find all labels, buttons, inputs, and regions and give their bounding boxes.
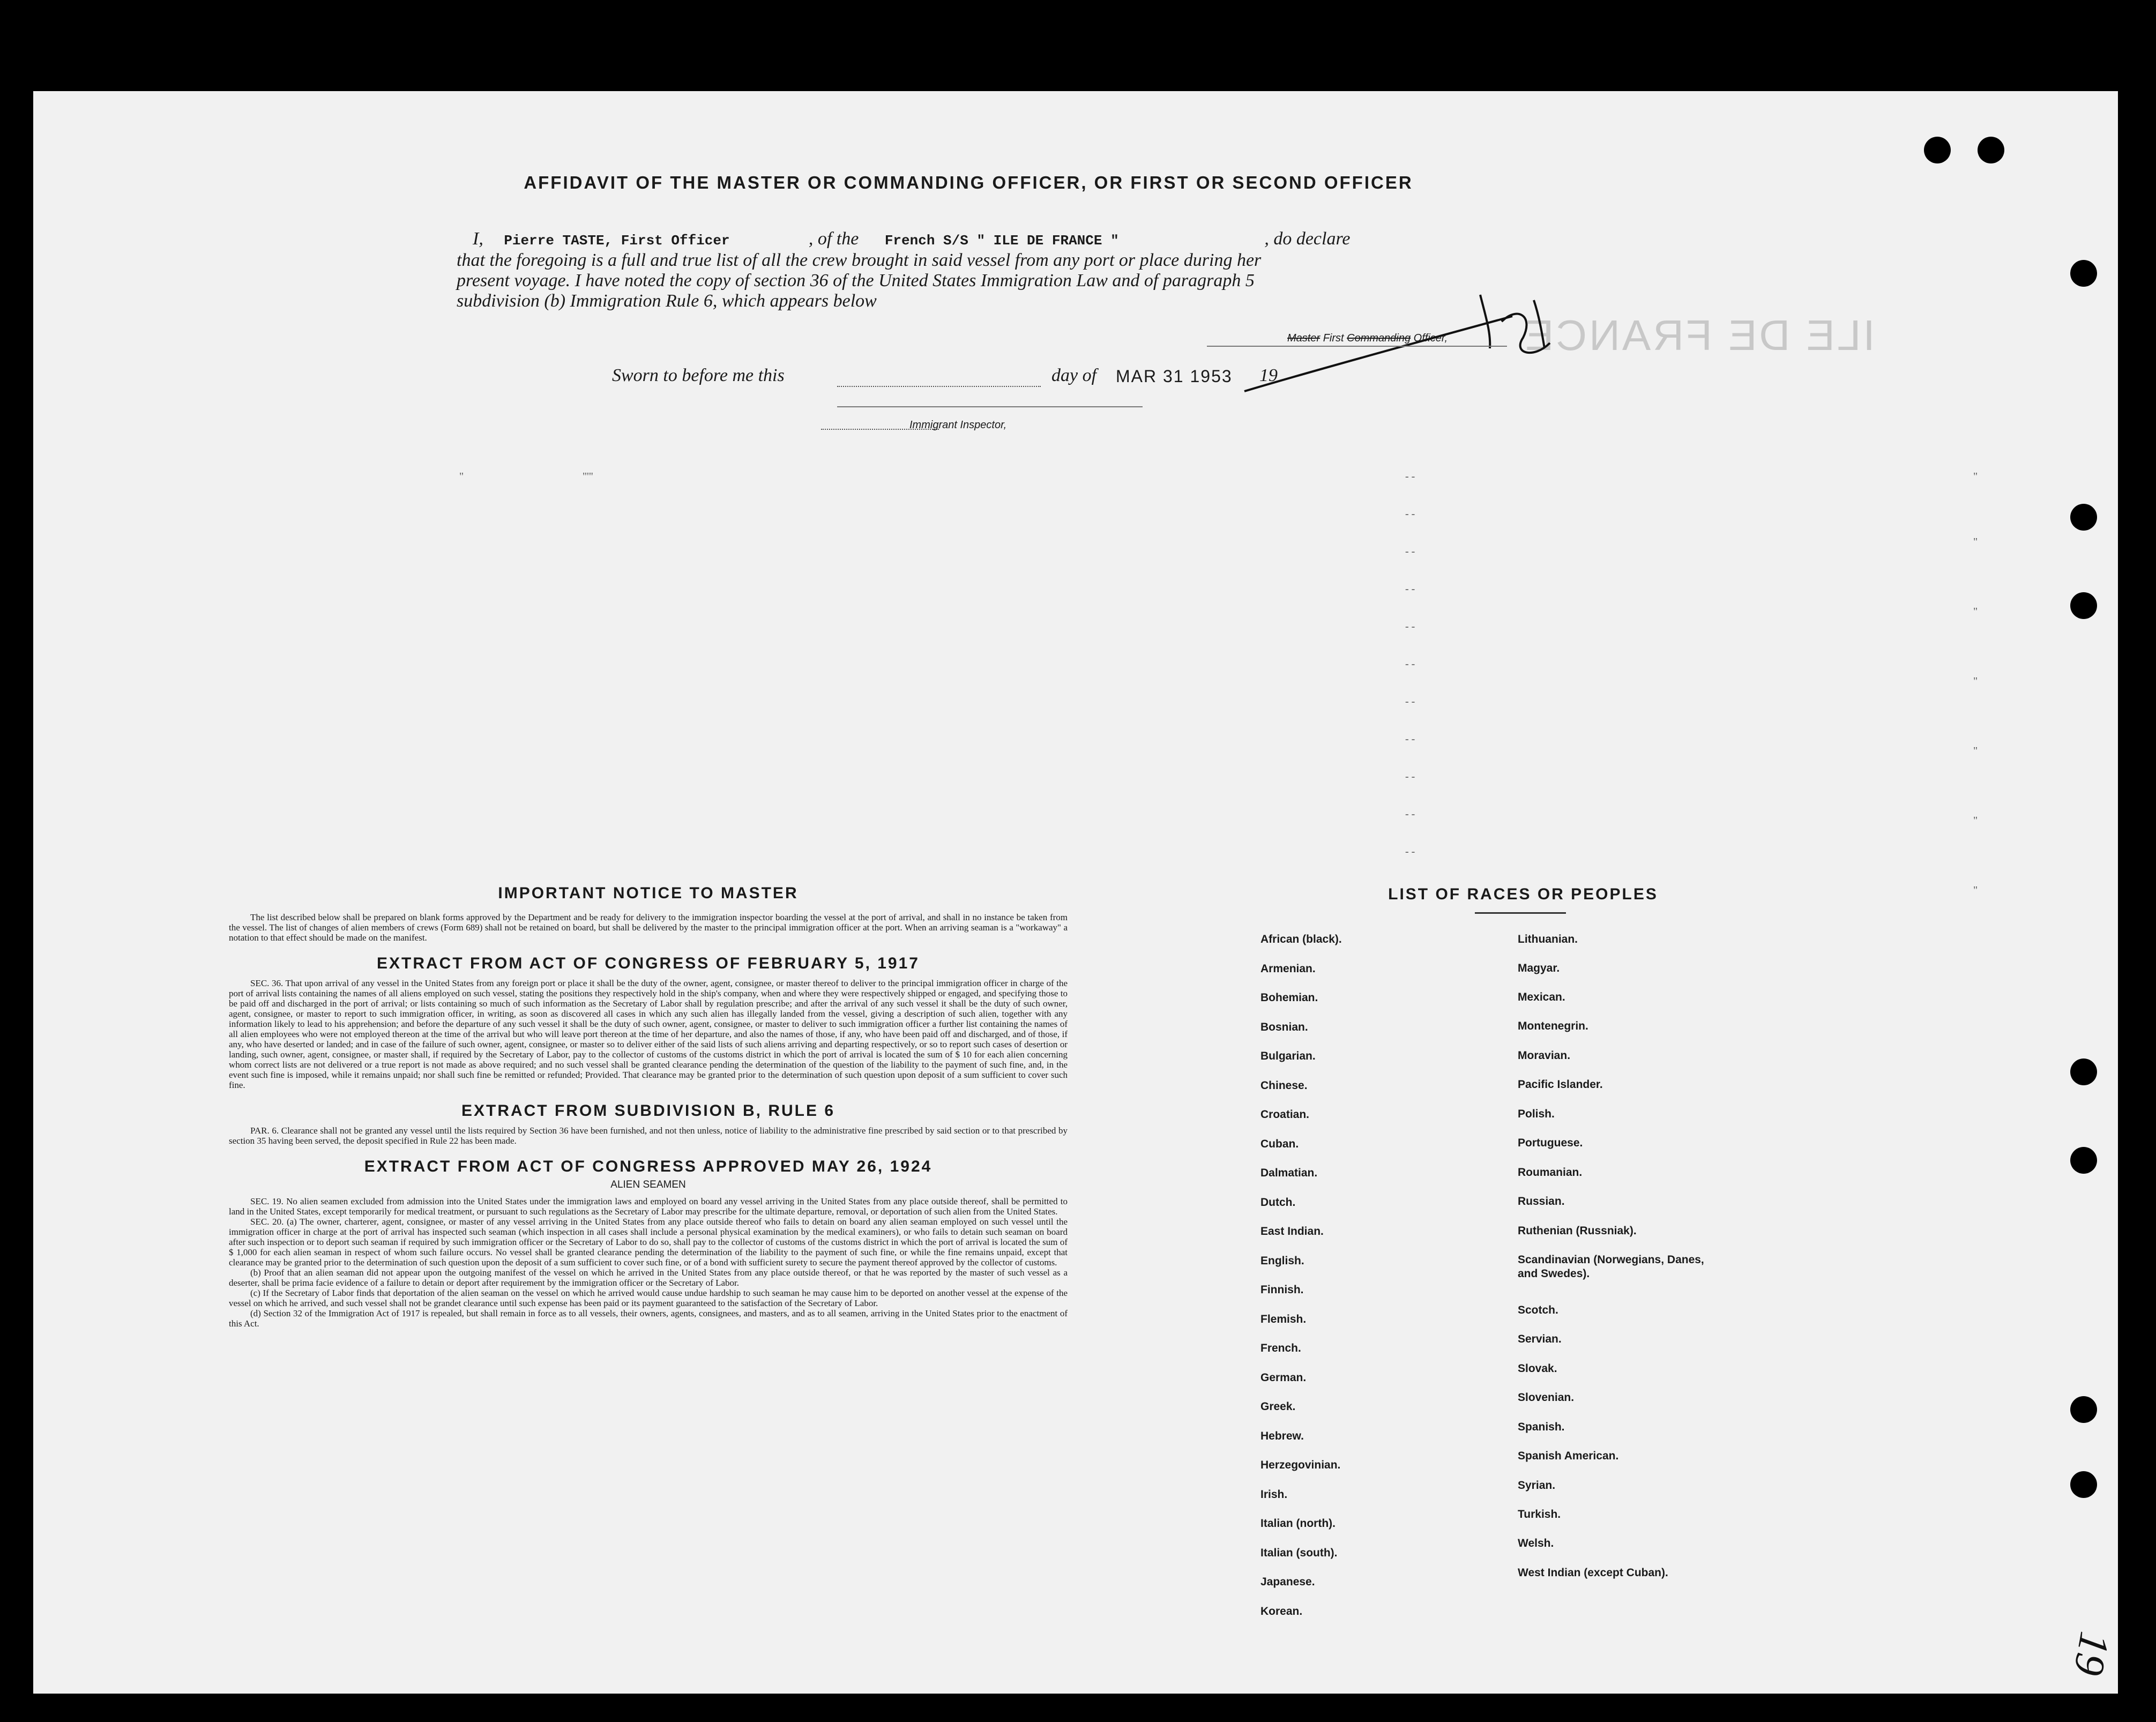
race-left-item: Irish. <box>1260 1488 1288 1501</box>
ditto-mark: - - <box>1405 583 1415 595</box>
ditto-mark: - - <box>1405 808 1415 820</box>
officer-name-field: Pierre TASTE, First Officer <box>504 233 730 249</box>
race-right-item: Welsh. <box>1518 1537 1554 1549</box>
signature-line <box>1207 346 1507 347</box>
sec20a-body: SEC. 20. (a) The owner, charterer, agent, consignee, or master of any vessel arriving in the United States from any place outside thereof who fails to detain on board any alien seaman employed on such vessel until the immigration officer in charge at the port of arrival has inspected such seaman (which inspection in all cases shall include a personal physical examination by the medical examiners), or who fails to detain such seaman on board after such inspection or to deport such seaman if required by such immigration officer or the Secretary of Labor to do so, shall pay to the collector of customs of the customs district in which the port of arrival is located the sum of $ 1,000 for each alien seaman in respect of whom such failure occurs. No vessel shall be granted clearance pending the determination of the liability to the payment of such fine, or while the fine remains unpaid, except that clearance may be granted prior to the determination of such question upon the deposit of a sum sufficient to cover such fine, or of a bond with sufficient surety to secure the payment thereof approved by the collector of customs. <box>229 1217 1068 1268</box>
ditto-mark: " <box>459 471 464 482</box>
notice-heading: IMPORTANT NOTICE TO MASTER <box>498 884 799 902</box>
ditto-mark: - - <box>1405 771 1415 782</box>
punch-hole <box>2070 1058 2097 1085</box>
sec19-body: SEC. 19. No alien seamen excluded from admission into the United States under the immigration laws and employed on board any vessel arriving in the United States from any place outside thereof, shall be permitted to land in the United States, except temporarily for medical treatment, or pursuant to such regulations as the Secretary of Labor may prescribe for the ultimate departure, removal, or deportation of such alien from the United States. <box>229 1196 1068 1217</box>
vessel-name-field: French S/S " ILE DE FRANCE " <box>884 233 1119 249</box>
race-left-item: Japanese. <box>1260 1576 1315 1588</box>
punch-hole <box>2070 1471 2097 1498</box>
ditto-mark: - - <box>1405 696 1415 707</box>
ditto-mark: " <box>1973 536 1978 548</box>
race-right-item: Scandinavian (Norwegians, Danes, and Swedes). <box>1518 1254 1704 1280</box>
notice-body: The list described below shall be prepared on blank forms approved by the Department and be ready for delivery to the immigration inspector boarding the vessel at the port of arrival, and shall in no instance be taken from the vessel. The list of changes of alien members of crews (Form 689) shall not be retained on board, but shall be delivered by the master to the principal immigration officer at the port. When an arriving seaman is a "workaway" a notation to that effect should be made on the manifest. <box>229 912 1068 943</box>
bleed-through-stamp: ILE DE FRANCE <box>1523 311 1875 359</box>
race-left-item: Dutch. <box>1260 1196 1296 1209</box>
race-left-item: Chinese. <box>1260 1079 1308 1092</box>
inspector-caption: Immigrant Inspector, <box>909 419 1007 431</box>
extract-1917-heading: EXTRACT FROM ACT OF CONGRESS OF FEBRUARY 5, 1917 <box>377 955 920 972</box>
race-left-item: Bulgarian. <box>1260 1050 1316 1062</box>
ditto-mark: " <box>1973 471 1978 482</box>
race-right-item: Syrian. <box>1518 1479 1556 1492</box>
sec20b-body: (b) Proof that an alien seaman did not appear upon the outgoing manifest of the vessel on which he arrived in the United States from any place outside thereof, or that he was reported by the master of such vessel as a deserter, shall be prima facie evidence of a failure to detain or deport after requirement by the immigration officer or the Secretary of Labor. <box>229 1268 1068 1288</box>
race-right-item: Polish. <box>1518 1108 1555 1120</box>
sworn-day-line <box>837 386 1041 387</box>
ditto-mark: - - <box>1405 546 1415 557</box>
race-right-item: Moravian. <box>1518 1049 1571 1062</box>
race-right-item: Slovenian. <box>1518 1391 1575 1404</box>
ditto-mark: " <box>1973 745 1978 757</box>
race-right-item: Portuguese. <box>1518 1137 1583 1149</box>
declaration-line-4: subdivision (b) Immigration Rule 6, which appears below <box>457 291 877 311</box>
race-left-item: Greek. <box>1260 1400 1296 1413</box>
ditto-mark: "'" <box>583 471 593 482</box>
punch-hole <box>2070 1396 2097 1423</box>
race-right-item: Lithuanian. <box>1518 933 1578 945</box>
caption-officer: Officer, <box>1413 332 1448 344</box>
punch-hole <box>1978 137 2004 163</box>
ditto-mark: " <box>1973 606 1978 617</box>
race-left-item: Herzegovinian. <box>1260 1459 1341 1471</box>
margin-page-number: 19 <box>2064 1628 2118 1679</box>
caption-master-struck: Master <box>1287 332 1321 344</box>
ditto-mark: - - <box>1405 658 1415 670</box>
ditto-mark: - - <box>1405 846 1415 858</box>
punch-hole <box>2070 260 2097 287</box>
ditto-mark: " <box>1973 884 1978 896</box>
race-left-item: English. <box>1260 1254 1304 1267</box>
race-right-item: Servian. <box>1518 1333 1562 1345</box>
extract-1917-body: SEC. 36. That upon arrival of any vessel in the United States from any foreign port or place it shall be the duty of the owner, agent, consignee, or master thereof to deliver to the principal immigration officer in charge of the port of arrival lists containing the names of all aliens employed on such vessel, stating the positions they respectively hold in the ship's company, when and where they were respectively shipped or engaged, and specifying those to be paid off and discharged in the port of arrival; or lists containing so much of such information as the Secretary of Labor shall by regulation prescribe; and after the arrival of any such vessel it shall be the duty of such owner, agent, consignee, or master to report to such immigration officer, in writing, as soon as discovered all cases in which any such alien has illegally landed from the vessel, giving a description of such alien, together with any information likely to lead to his apprehension; and before the departure of any such vessel it shall be the duty of such owner, agent, consignee, or master to deliver to such immigration officer a further list containing the names of all alien employees who were not employed thereon at the time of the arrival but who will leave port thereon at the time of her departure, and also the names of those, if any, who have been paid off and discharged, and of those, if any, who have deserted or landed; and in case of the failure of such owner, agent, consignee, or master so to deliver either of the said lists of such aliens arriving and departing respectively, or so to report such cases of desertion or landing, such owner, agent, consignee, or master shall, if required by the Secretary of Labor, pay to the collector of customs of the customs district in which the port of arrival is located the sum of $ 10 for each alien concerning whom correct lists are not delivered or a true report is not made as above required; and no such vessel shall be granted clearance pending the determination of the question of the liability to the payment of such fine, and, in the event such fine is imposed, while it remains unpaid; nor shall such fine be remitted or refunded; Provided. That clearance may be granted prior to the determination of such question upon deposit of a sum sufficient to cover such fine. <box>229 978 1068 1090</box>
races-heading-rule <box>1475 912 1566 914</box>
year-prefix: 19 <box>1259 366 1278 385</box>
signature-caption <box>1287 332 1448 345</box>
ditto-mark: - - <box>1405 621 1415 632</box>
rule6-body: PAR. 6. Clearance shall not be granted any vessel until the lists required by Section 36 have been furnished, and not then unless, notice of liability to the administrative fine prescribed by said section or to that prescribed by section 35 having been served, the deposit specified in Rule 22 has been made. <box>229 1125 1068 1146</box>
declaration-i: I, <box>473 229 483 249</box>
day-of-text: day of <box>1051 366 1097 385</box>
races-heading: LIST OF RACES OR PEOPLES <box>1388 885 1658 903</box>
declaration-line-2: that the foregoing is a full and true list of all the crew brought in said vessel from any port or place during her <box>457 250 1262 270</box>
punch-hole <box>2070 592 2097 619</box>
caption-first: First <box>1323 332 1344 344</box>
race-left-item: Hebrew. <box>1260 1429 1304 1442</box>
race-right-item: Spanish. <box>1518 1421 1565 1433</box>
ditto-mark: " <box>1973 675 1978 687</box>
alien-seamen-subheading: ALIEN SEAMEN <box>610 1179 686 1190</box>
race-left-item: Dalmatian. <box>1260 1167 1318 1179</box>
race-left-item: Cuban. <box>1260 1137 1299 1150</box>
ditto-mark: " <box>1973 815 1978 826</box>
race-right-item: West Indian (except Cuban). <box>1518 1567 1668 1579</box>
sec20c-body: (c) If the Secretary of Labor finds that deportation of the alien seaman on the vessel on which he arrived would cause undue hardship to such seaman he may cause him to be deported on another vessel at the expense of the vessel on which he arrived, and such vessel shall not be grandet clearance until such expense has been paid or its payment guaranteed to the satisfaction of the Secretary of Labor. <box>229 1288 1068 1308</box>
notices-column <box>229 884 1068 1329</box>
race-left-item: Finnish. <box>1260 1284 1304 1296</box>
of-the-text: , of the <box>808 229 859 249</box>
sec20d-body: (d) Section 32 of the Immigration Act of 1917 is repealed, but shall remain in force as to all vessels, their owners, agents, consignees, and masters, and as to all seamen, arriving in the United States prior to the enactment of this Act. <box>229 1308 1068 1329</box>
race-right-item: Spanish American. <box>1518 1450 1619 1462</box>
extract-1924-heading: EXTRACT FROM ACT OF CONGRESS APPROVED MAY 26, 1924 <box>364 1158 932 1175</box>
affidavit-title: AFFIDAVIT OF THE MASTER OR COMMANDING OFFICER, OR FIRST OR SECOND OFFICER <box>524 173 1413 192</box>
caption-commanding-struck: Commanding <box>1347 332 1411 344</box>
race-left-item: Croatian. <box>1260 1108 1310 1121</box>
ditto-mark: - - <box>1405 471 1415 482</box>
race-left-item: Flemish. <box>1260 1313 1307 1325</box>
date-stamp: MAR 31 1953 <box>1116 367 1233 386</box>
race-right-item: Ruthenian (Russniak). <box>1518 1225 1637 1237</box>
race-left-item: Bosnian. <box>1260 1020 1308 1033</box>
manifest-page <box>33 91 2118 1694</box>
do-declare-text: , do declare <box>1264 229 1351 249</box>
ditto-mark: - - <box>1405 733 1415 745</box>
race-left-item: German. <box>1260 1371 1307 1384</box>
declaration-line-1 <box>473 228 1518 252</box>
race-right-item: Roumanian. <box>1518 1166 1583 1179</box>
race-right-item: Magyar. <box>1518 962 1560 974</box>
sworn-text: Sworn to before me this <box>612 366 785 385</box>
race-right-item: Turkish. <box>1518 1508 1561 1520</box>
inspector-signature-line <box>837 406 1143 407</box>
race-left-item: Italian (north). <box>1260 1517 1336 1530</box>
punch-hole <box>1924 137 1951 163</box>
race-right-item: Pacific Islander. <box>1518 1078 1603 1091</box>
race-right-item: Mexican. <box>1518 991 1565 1003</box>
race-right-item: Russian. <box>1518 1195 1565 1207</box>
punch-hole <box>2070 1147 2097 1174</box>
declaration-line-3: present voyage. I have noted the copy of section 36 of the United States Immigration Law and of paragraph 5 <box>457 271 1255 290</box>
race-left-item: French. <box>1260 1342 1301 1354</box>
race-left-item: Armenian. <box>1260 962 1316 975</box>
punch-hole <box>2070 504 2097 531</box>
rule6-heading: EXTRACT FROM SUBDIVISION B, RULE 6 <box>461 1102 835 1120</box>
race-left-item: East Indian. <box>1260 1225 1324 1238</box>
race-right-item: Slovak. <box>1518 1362 1557 1375</box>
race-left-item: Italian (south). <box>1260 1546 1338 1559</box>
ditto-mark: - - <box>1405 508 1415 520</box>
race-right-item: Montenegrin. <box>1518 1020 1588 1032</box>
race-left-item: African (black). <box>1260 933 1342 945</box>
race-left-item: Korean. <box>1260 1605 1303 1617</box>
race-left-item: Bohemian. <box>1260 992 1318 1004</box>
race-right-item: Scotch. <box>1518 1304 1558 1316</box>
